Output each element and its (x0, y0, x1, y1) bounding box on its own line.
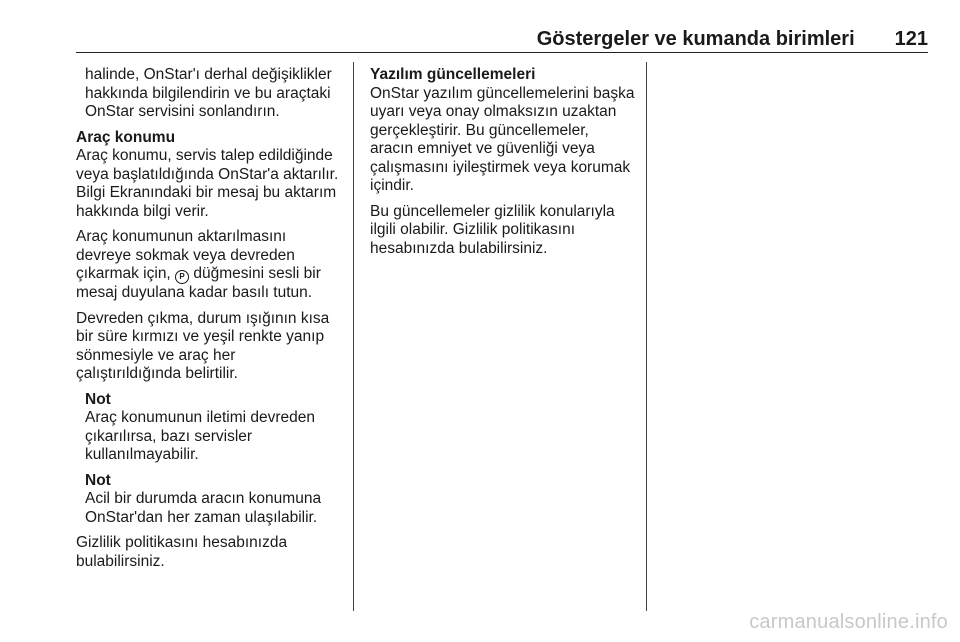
note-1-text: Araç konumunun iletimi devreden çıkarılırsa, bazı servisler kullanılmayabilir. (85, 409, 316, 463)
left-column (76, 66, 344, 578)
heading-software-updates: Yazılım güncellemeleri (370, 66, 536, 83)
page-number: 121 (894, 28, 928, 50)
watermark: carmanualsonline.info (749, 611, 948, 633)
paragraph-location-1: Araç konumu, servis talep edildiğinde veya başlatıldığında OnStar'a aktarılır. Bilgi Ekranındaki bir mesaj bu aktarım hakkında bilgi verir. (76, 147, 339, 220)
column-divider-right (646, 62, 647, 611)
continuation-paragraph: halinde, OnStar'ı derhal değişiklikler hakkında bilgilendirin ve bu araçtaki OnStar servisini sonlandırın. (85, 66, 332, 120)
note-2 (76, 472, 344, 528)
middle-column (370, 66, 635, 265)
paragraph-updates-1: OnStar yazılım güncellemelerini başka uyarı veya onay olmaksızın uzaktan gerçekleştirir. Bu güncellemeler, aracın emniyet ve güvenliği veya çalışmasını iyileştirmek veya korumak içindir. (370, 84, 635, 194)
heading-vehicle-location: Araç konumu (76, 128, 176, 146)
paragraph-location-3: Devreden çıkma, durum ışığının kısa bir süre kırmızı ve yeşil renkte yanıp sönmesiyle ve araç her çalıştırıldığında belirtilir. (76, 309, 330, 382)
section-title: Göstergeler ve kumanda birimleri (536, 28, 855, 50)
paragraph-updates-2: Bu güncellemeler gizlilik konularıyla ilgili olabilir. Gizlilik politikasını hesabınızda bulabilirsiniz. (370, 202, 615, 257)
note-1-label: Not (85, 390, 111, 408)
paragraph-location-2-end: düğmesini sesli bir mesaj duyulana kadar basılı tutun. (76, 265, 321, 301)
paragraph-location-2 (76, 228, 344, 303)
note-1 (76, 391, 344, 465)
paragraph-location-2-start: Araç konumunun aktarılmasını devreye sokmak veya devreden çıkarmak için, (76, 228, 295, 282)
note-2-label: Not (85, 471, 111, 489)
header-rule (76, 52, 928, 53)
page-header (76, 28, 928, 54)
note-2-text: Acil bir durumda aracın konumuna OnStar'dan her zaman ulaşılabilir. (85, 490, 322, 526)
privacy-button-icon: P (175, 270, 189, 284)
column-divider-left (353, 62, 354, 611)
paragraph-privacy: Gizlilik politikasını hesabınızda bulabilirsiniz. (76, 534, 288, 570)
